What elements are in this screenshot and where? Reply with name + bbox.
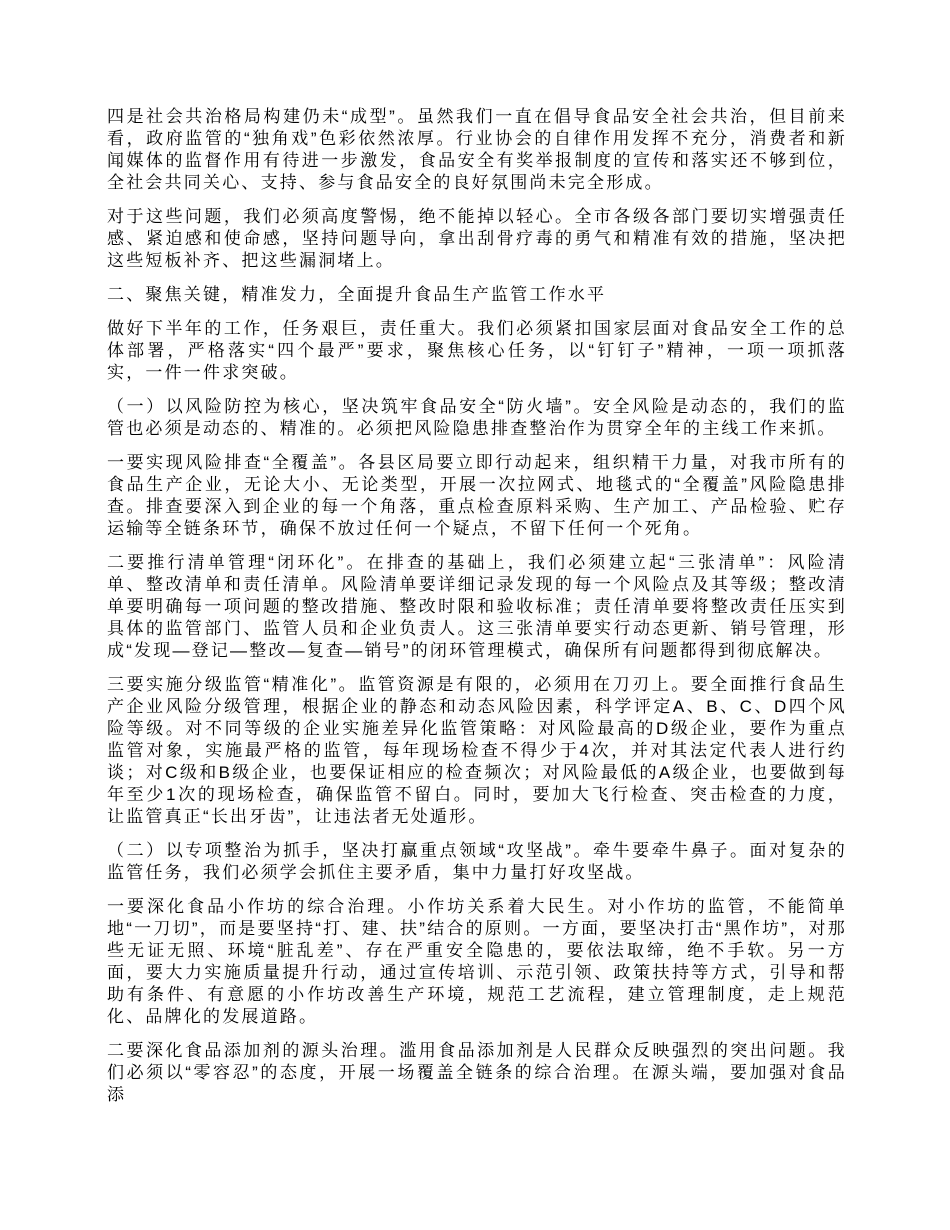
paragraph: 二要推行清单管理“闭环化”。在排查的基础上，我们必须建立起“三张清单”：风险清单、整改清单和责任清单。风险清单要详细记录发现的每一个风险点及其等级；整改清单要明确每一项问题的整改措施、整改时限和验收标准；责任清单要将整改责任压实到具体的监管部门、监管人员和企业负责人。这三张清单要实行动态更新、销号管理，形成“发现—登记—整改—复查—销号”的闭环管理模式，确保所有问题都得到彻底解决。: [107, 553, 847, 660]
paragraph: 一要深化食品小作坊的综合治理。小作坊关系着大民生。对小作坊的监管，不能简单地“一刀切”，而是要坚持“打、建、扶”结合的原则。一方面，要坚决打击“黑作坊”，对那些无证无照、环境“脏乱差”、存在严重安全隐患的，要依法取缔，绝不手软。另一方面，要大力实施质量提升行动，通过宣传培训、示范引领、政策扶持等方式，引导和帮助有条件、有意愿的小作坊改善生产环境，规范工艺流程，建立管理制度，走上规范化、品牌化的发展道路。: [107, 897, 847, 1026]
document-body: [107, 106, 847, 1118]
paragraph: （二）以专项整治为抓手，坚决打赢重点领域“攻坚战”。牵牛要牵牛鼻子。面对复杂的监管任务，我们必须学会抓住主要矛盾，集中力量打好攻坚战。: [107, 841, 847, 882]
paragraph: 一要实现风险排查“全覆盖”。各县区局要立即行动起来，组织精干力量，对我市所有的食品生产企业，无论大小、无论类型，开展一次拉网式、地毯式的“全覆盖”风险隐患排查。排查要深入到企业的每一个角落，重点检查原料采购、生产加工、产品检验、贮存运输等全链条环节，确保不放过任何一个疑点，不留下任何一个死角。: [107, 453, 847, 538]
paragraph: 三要实施分级监管“精准化”。监管资源是有限的，必须用在刀刃上。要全面推行食品生产企业风险分级管理，根据企业的静态和动态风险因素，科学评定A、B、C、D四个风险等级。对不同等级的企业实施差异化监管策略：对风险最高的D级企业，要作为重点监管对象，实施最严格的监管，每年现场检查不得少于4次，并对其法定代表人进行约谈；对C级和B级企业，也要保证相应的检查频次；对风险最低的A级企业，也要做到每年至少1次的现场检查，确保监管不留白。同时，要加大飞行检查、突击检查的力度，让监管真正“长出牙齿”，让违法者无处遁形。: [107, 675, 847, 826]
paragraph: 做好下半年的工作，任务艰巨，责任重大。我们必须紧扣国家层面对食品安全工作的总体部署，严格落实“四个最严”要求，聚焦核心任务，以“钉钉子”精神，一项一项抓落实，一件一件求突破。: [107, 319, 847, 382]
section-heading: 二、聚焦关键，精准发力，全面提升食品生产监管工作水平: [107, 285, 607, 304]
paragraph: 四是社会共治格局构建仍未“成型”。虽然我们一直在倡导食品安全社会共治，但目前来看，政府监管的“独角戏”色彩依然浓厚。行业协会的自律作用发挥不充分，消费者和新闻媒体的监督作用有待进一步激发，食品安全有奖举报制度的宣传和落实还不够到位，全社会共同关心、支持、参与食品安全的良好氛围尚未完全形成。: [107, 107, 847, 192]
paragraph: （一）以风险防控为核心，坚决筑牢食品安全“防火墙”。安全风险是动态的，我们的监管也必须是动态的、精准的。必须把风险隐患排查整治作为贯穿全年的主线工作来抓。: [107, 397, 847, 438]
paragraph: 二要深化食品添加剂的源头治理。滥用食品添加剂是人民群众反映强烈的突出问题。我们必须以“零容忍”的态度，开展一场覆盖全链条的综合治理。在源头端，要加强对食品添: [107, 1041, 847, 1104]
paragraph: 对于这些问题，我们必须高度警惕，绝不能掉以轻心。全市各级各部门要切实增强责任感、紧迫感和使命感，坚持问题导向，拿出刮骨疗毒的勇气和精准有效的措施，坚决把这些短板补齐、把这些漏洞堵上。: [107, 207, 847, 270]
